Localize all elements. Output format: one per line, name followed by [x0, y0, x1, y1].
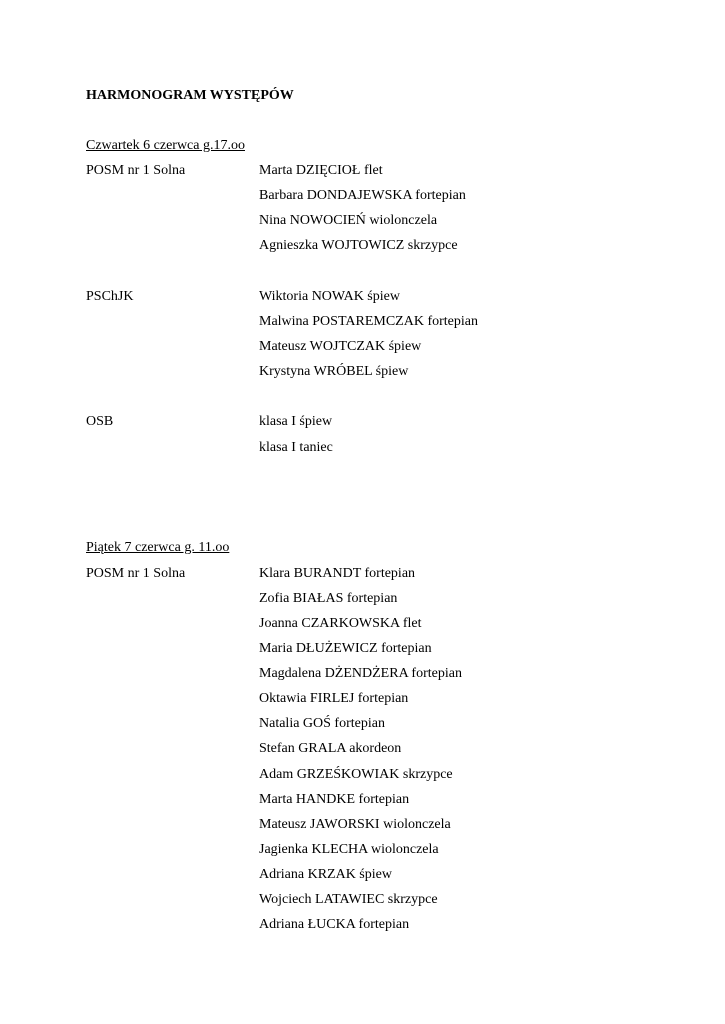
school-name: OSB — [86, 414, 114, 429]
performer-entry: Adriana ŁUCKA fortepian — [259, 917, 410, 932]
performer-entry: Magdalena DŻENDŻERA fortepian — [259, 666, 462, 681]
performer-entry: Maria DŁUŻEWICZ fortepian — [259, 641, 432, 656]
performer-entry: Zofia BIAŁAS fortepian — [259, 591, 398, 606]
performer-entry: Joanna CZARKOWSKA flet — [259, 616, 422, 631]
performer-entry: Marta HANDKE fortepian — [259, 792, 410, 807]
school-name: POSM nr 1 Solna — [86, 566, 186, 581]
performer-entry: Mateusz WOJTCZAK śpiew — [259, 339, 422, 354]
day-heading: Czwartek 6 czerwca g.17.oo — [86, 138, 245, 153]
performer-entry: Adam GRZEŚKOWIAK skrzypce — [259, 767, 453, 782]
performer-entry: Mateusz JAWORSKI wiolonczela — [259, 817, 451, 832]
performer-entry: Wiktoria NOWAK śpiew — [259, 289, 400, 304]
performer-entry: Jagienka KLECHA wiolonczela — [259, 842, 439, 857]
performer-entry: klasa I śpiew — [259, 414, 333, 429]
performer-entry: klasa I taniec — [259, 440, 333, 455]
performer-entry: Natalia GOŚ fortepian — [259, 716, 385, 731]
performer-entry: Marta DZIĘCIOŁ flet — [259, 163, 383, 178]
school-name: POSM nr 1 Solna — [86, 163, 186, 178]
performer-entry: Wojciech LATAWIEC skrzypce — [259, 892, 438, 907]
school-name: PSChJK — [86, 289, 134, 304]
performer-entry: Barbara DONDAJEWSKA fortepian — [259, 188, 466, 203]
performer-entry: Nina NOWOCIEŃ wiolonczela — [259, 213, 438, 228]
performer-entry: Agnieszka WOJTOWICZ skrzypce — [259, 238, 458, 253]
day-heading: Piątek 7 czerwca g. 11.oo — [86, 540, 230, 555]
performer-entry: Krystyna WRÓBEL śpiew — [259, 364, 409, 379]
performer-entry: Oktawia FIRLEJ fortepian — [259, 691, 409, 706]
performer-entry: Malwina POSTAREMCZAK fortepian — [259, 314, 478, 329]
performer-entry: Stefan GRALA akordeon — [259, 741, 402, 756]
performer-entry: Klara BURANDT fortepian — [259, 566, 416, 581]
page-title: HARMONOGRAM WYSTĘPÓW — [86, 88, 294, 103]
performer-entry: Adriana KRZAK śpiew — [259, 867, 392, 882]
